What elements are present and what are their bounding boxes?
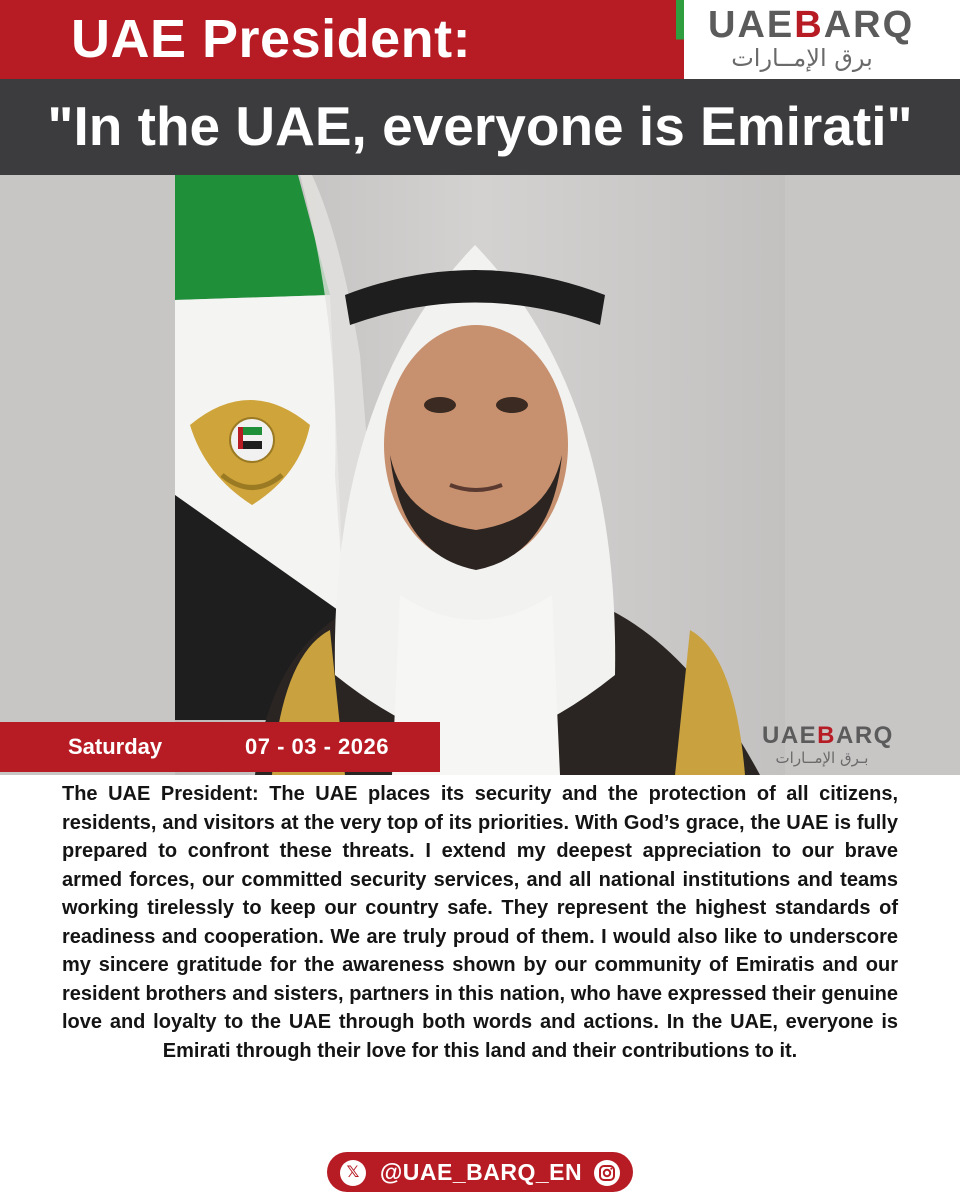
date-day: Saturday	[68, 734, 163, 759]
watermark-arabic-text: بـرق الإمــارات	[775, 749, 869, 767]
watermark-wordmark: UAEBARQ	[762, 722, 894, 749]
date-value: 07 - 03 - 2026	[245, 734, 389, 759]
social-handle[interactable]: @UAE_BARQ_EN	[379, 1159, 583, 1185]
logo-arabic-text: برق الإمــارات	[731, 44, 873, 72]
logo-accent-letter: B	[794, 4, 824, 46]
logo-flag-strip	[676, 0, 684, 79]
portrait-illustration	[0, 175, 960, 775]
x-icon[interactable]: 𝕏	[340, 1160, 366, 1186]
logo-wordmark: UAEBARQ	[708, 4, 915, 46]
instagram-icon[interactable]	[594, 1160, 620, 1186]
headline-quote: "In the UAE, everyone is Emirati"	[47, 95, 913, 157]
portrait-photo	[0, 175, 960, 775]
article-body: The UAE President: The UAE places its security and the protection of all citizens, residents, and visitors at the very top of its priorities. With God’s grace, the UAE is fully prepared to confront these threats. I extend my deepest appreciation to our brave armed forces, our committed security services, and all national institutions and teams working tirelessly to keep our country safe. They represent the highest standards of readiness and cooperation. We are truly proud of them. I would also like to underscore my sincere gratitude for the awareness shown by our community of Emiratis and our resident brothers and sisters, partners in this nation, who have expressed their genuine love and loyalty to the UAE through both words and actions. In the UAE, everyone is Emirati through their love for this land and their contributions to it.	[62, 783, 898, 1062]
headline-title: UAE President:	[71, 9, 472, 69]
